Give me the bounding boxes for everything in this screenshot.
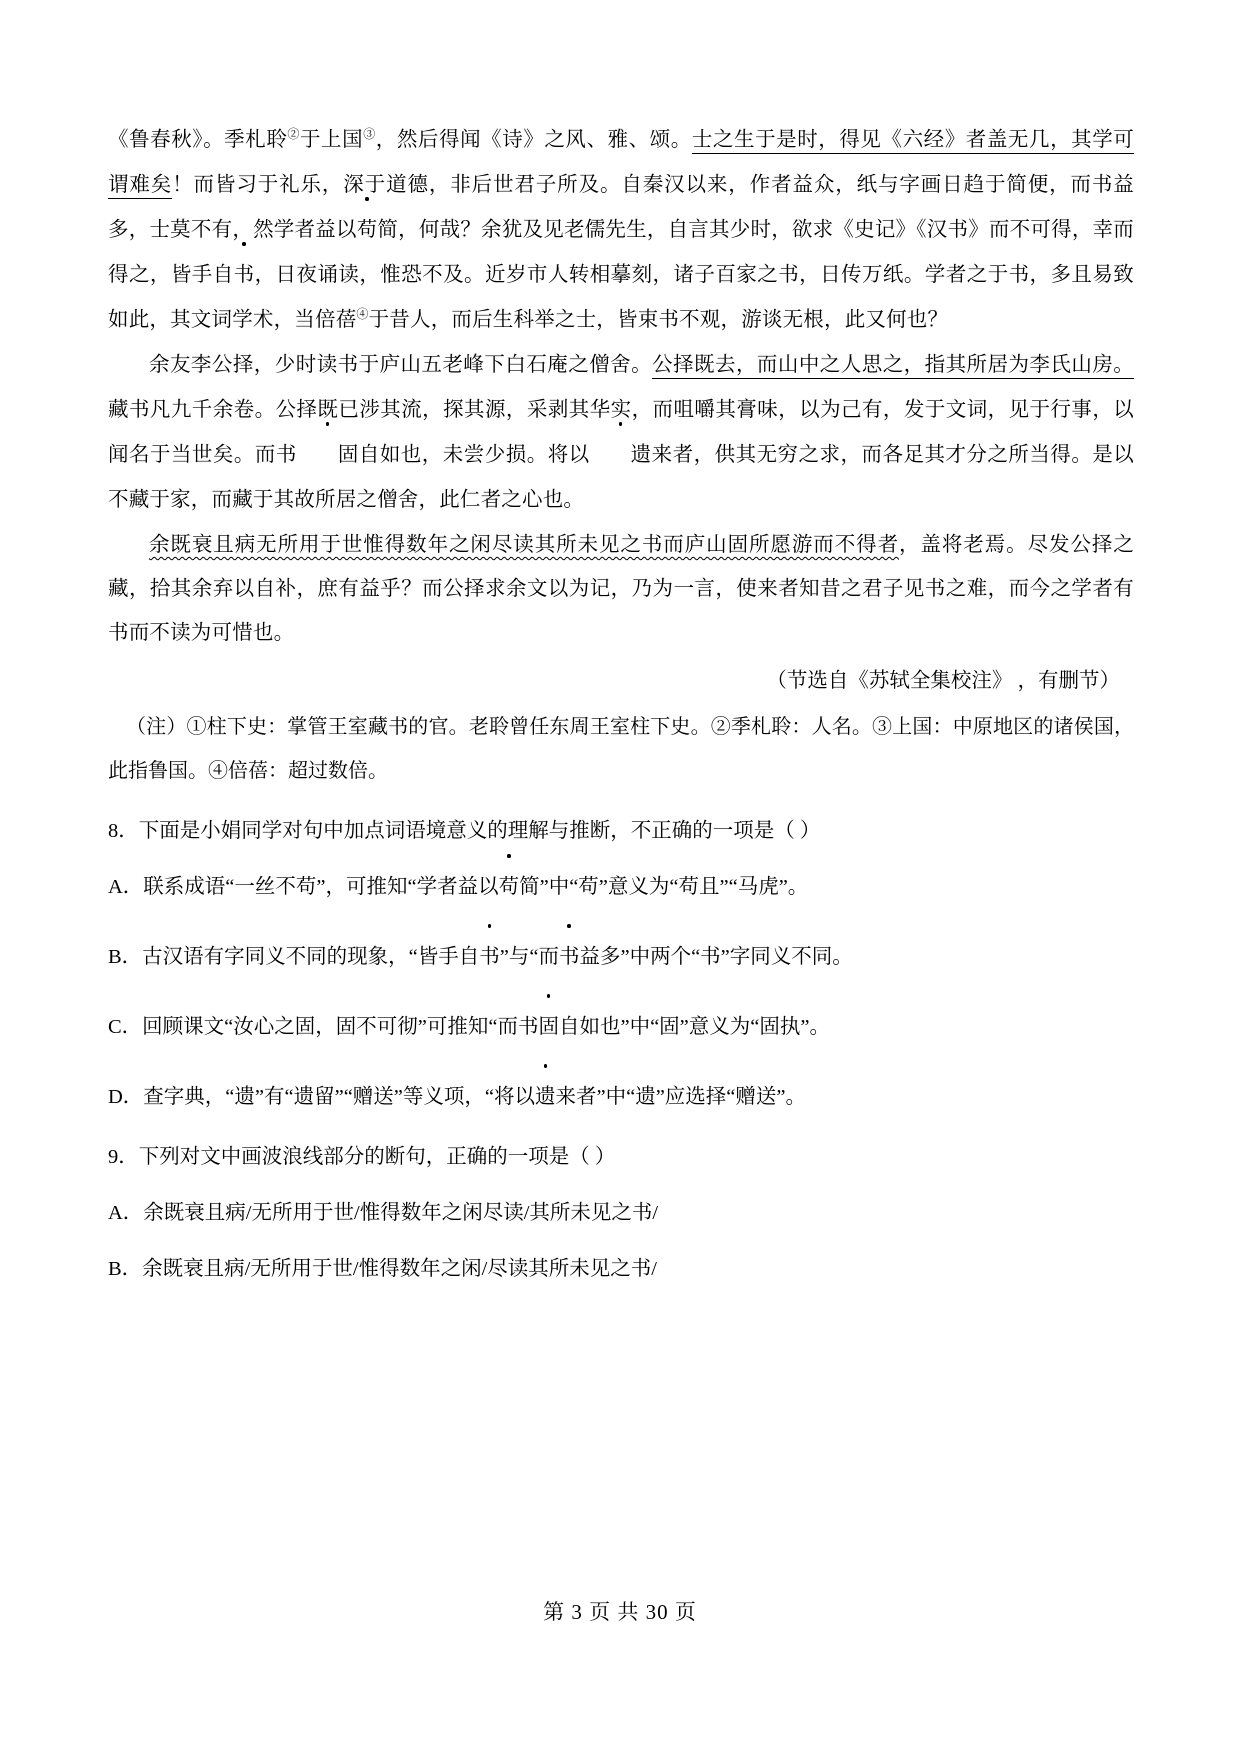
question-8-option-d[interactable]: [108, 1075, 1134, 1119]
passage-p1-segment-6: ，日夜诵读，惟恐不及。近岁市人转相摹刻，诸子百家之书，日传万纸。学者之于书，多且易致如此，其文词学术，当倍蓓: [108, 264, 1134, 331]
passage-p1-segment-4: ！而皆习于礼乐，深于道德，非后世君子所及。自秦汉以来，作者益众，纸与字画日趋于简便，而书益多，士莫不有，然学者益以: [108, 174, 1134, 241]
passage-p1-segment-2: 于上国: [299, 129, 364, 151]
passage-p2-underlined-clause: 公择既去，而山中之人思之，指其所居为李氏山房。: [652, 354, 1134, 379]
passage-p2-segment-4: 来者，供其无穷之求，而各足其才分之所当得。是以不藏于家，而藏于其故所居之僧舍，此仁者之心也。: [108, 444, 1134, 511]
option-a-text-pre: A．联系成语“一丝不苟”，可推知“学者益以: [108, 876, 499, 898]
passage-p1-segment-1: 《鲁春秋》。季札聆: [108, 129, 288, 151]
emphasis-dot-char-yi: 遗: [590, 433, 652, 478]
passage-p2-segment-1: 余友李公择，少时读书于庐山五老峰下白石庵之僧舍。: [149, 354, 653, 376]
question-8-stem: 8．下面是小娟同学对句中加点词语境意义的理解与推断，不正确的一项是（ ）: [108, 820, 821, 842]
footnote-ref-2: ②: [287, 127, 300, 142]
source-attribution: （节选自《苏轼全集校注》 ，有删节）: [766, 670, 1120, 692]
option-b-emphasis-dot-char-2: 书: [559, 935, 580, 979]
question-8-option-c[interactable]: [108, 1005, 1134, 1049]
emphasis-dot-char-shu: 书: [234, 253, 255, 298]
footnote-ref-4: ④: [356, 307, 369, 322]
passage-paragraph-3: [108, 523, 1134, 655]
question-9-option-b[interactable]: B．余既衰且病/无所用于世/惟得数年之闲/尽读其所未见之书/: [108, 1258, 657, 1280]
emphasis-dot-char-gou: 苟: [357, 208, 378, 253]
question-9-option-a[interactable]: A．余既衰且病/无所用于世/惟得数年之闲尽读/其所未见之书/: [108, 1202, 659, 1224]
passage-paragraph-1: [108, 118, 1134, 343]
passage-wavy-underlined-clause: 余既衰且病无所用于世惟得数年之闲尽读其所未见之书而庐山固所愿游而不得者: [149, 534, 900, 556]
option-c-emphasis-dot-char: 固: [538, 1005, 559, 1049]
question-8-option-b[interactable]: [108, 935, 1134, 979]
option-d-text-pre: D．查字典，“遗”有“遗留”“赠送”等义项，“将以: [108, 1086, 535, 1108]
emphasis-dot-char-gu: 固: [297, 433, 359, 478]
option-b-emphasis-dot-char-1: 书: [479, 935, 500, 979]
option-b-text-pre: B．古汉语有字同义不同的现象，“皆手自: [108, 946, 480, 968]
passage-p1-segment-5: 简，何哉？余犹及见老儒先生，自言其少时，欲求《史记》《汉书》而不可得，幸而得之，皆手自: [108, 219, 1134, 286]
passage-p1-segment-7: 于昔人，而后生科举之士，皆束书不观，游谈无根，此又何也？: [368, 309, 949, 331]
footnotes-block: （注）①柱下史：掌管王室藏书的官。老聆曾任东周王室柱下史。②季札聆：人名。③上国：中原地区的诸侯国，此指鲁国。④倍蓓：超过数倍。: [108, 716, 1134, 782]
passage-paragraph-2: [108, 343, 1134, 523]
passage-p2-segment-3: 自如也，未尝少损。将以: [358, 444, 590, 466]
page-footer: 第 3 页 共 30 页: [543, 1600, 697, 1624]
option-a-text-post: 简”中“苟”意义为“苟且”“马虎”。: [519, 876, 809, 898]
passage-p1-segment-3: ，然后得闻《诗》之风、雅、颂。: [375, 129, 692, 151]
option-a-emphasis-dot-char: 苟: [499, 865, 520, 909]
option-b-text-post: 益多”中两个“书”字同义不同。: [579, 946, 853, 968]
footnote-ref-3: ③: [363, 127, 376, 142]
option-c-text-post: 自如也”中“固”意义为“固执”。: [558, 1016, 830, 1038]
passage-p3-segment-1: ，盖将老焉。尽发公择之藏，拾其余弃以自补，庶有益乎？而公择求余文以为记，乃为一言，使来者知昔之君子见书之难，而今之学者有书而不读为可惜也。: [108, 534, 1135, 644]
option-b-text-mid: ”与“而: [499, 946, 559, 968]
option-c-text-pre: C．回顾课文“汝心之固，固不可彻”可推知“而书: [108, 1016, 539, 1038]
passage-p1-underlined-clause: 士之生于是时，得见《六经》者盖无几，其学可谓难矣: [108, 129, 1134, 199]
passage-p2-segment-2: 藏书凡九千余卷。公择既已涉其流，探其源，采剥其华实，而咀嚼其膏味，以为己有，发于文词，见于行事，以闻名于当世矣。而书: [108, 399, 1134, 466]
option-d-emphasis-dot-char: 遗: [535, 1075, 556, 1119]
page-body: [108, 118, 1134, 1291]
option-d-text-post: 来者”中“遗”应选择“赠送”。: [555, 1086, 806, 1108]
question-8-option-a[interactable]: [108, 865, 1134, 909]
question-9-stem: 9．下列对文中画波浪线部分的断句，正确的一项是（ ）: [108, 1146, 616, 1168]
